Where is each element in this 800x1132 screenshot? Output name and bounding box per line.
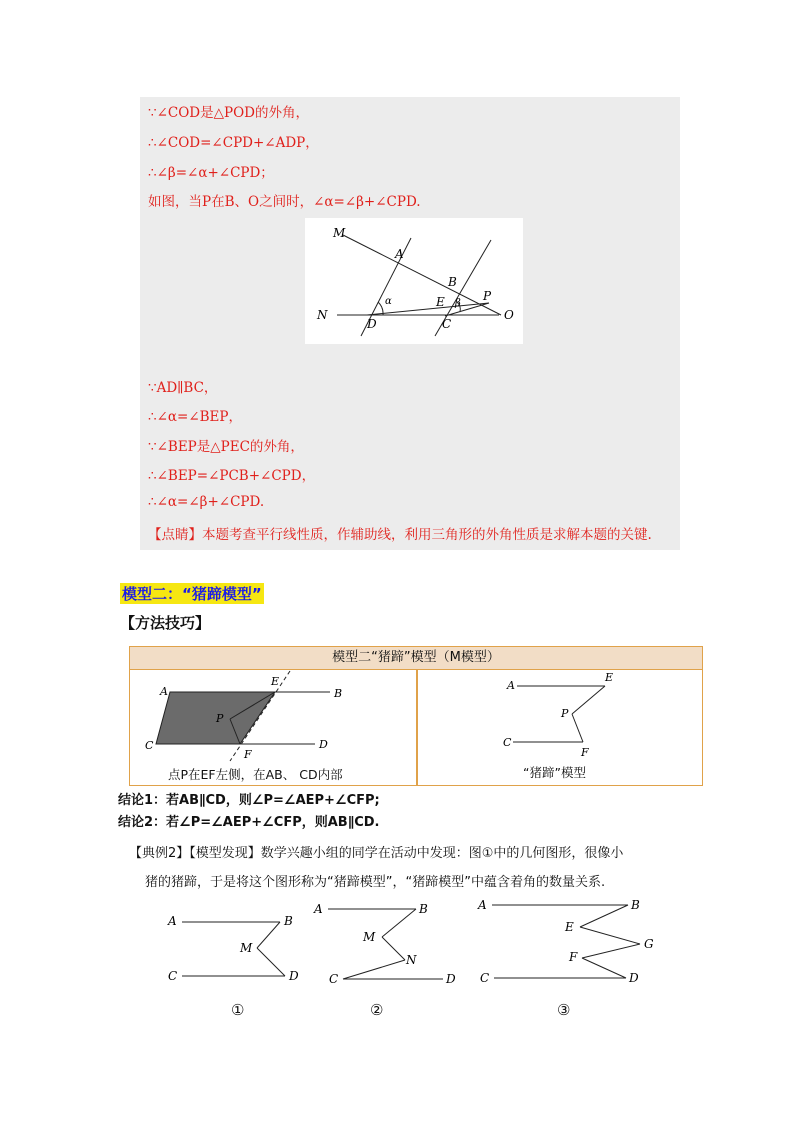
left-label-P: P xyxy=(216,712,224,725)
solution-line-6: ∴∠α=∠BEP， xyxy=(148,409,242,425)
fig3-label-D: D xyxy=(629,971,639,985)
right-label-F: F xyxy=(581,746,589,759)
right-model-figure xyxy=(417,669,702,764)
label-P: P xyxy=(483,289,492,303)
example-line-2: 猪的猪蹄，于是将这个图形称为“猪蹄模型”，“猪蹄模型”中蕴含着角的数量关系. xyxy=(145,875,606,890)
fig1-label-B: B xyxy=(284,914,293,928)
label-N: N xyxy=(317,308,328,322)
left-label-C: C xyxy=(145,739,154,752)
label-A: A xyxy=(395,247,404,261)
fig3-label-B: B xyxy=(631,900,640,912)
right-label-C: C xyxy=(503,736,512,749)
right-label-A: A xyxy=(507,679,515,692)
solution-line-9: ∴∠α=∠β+∠CPD. xyxy=(148,494,265,510)
solution-remark: 【点睛】本题考查平行线性质，作辅助线，利用三角形的外角性质是求解本题的关键. xyxy=(148,527,652,543)
example-line-1: 【典例2】【模型发现】数学兴趣小组的同学在活动中发现：图①中的几何图形，很像小 xyxy=(129,846,624,861)
solution-line-2: ∴∠COD=∠CPD+∠ADP， xyxy=(148,135,319,151)
left-label-B: B xyxy=(334,687,343,700)
fig3-label-E: E xyxy=(565,920,574,934)
section-title: 模型二：“猪蹄模型” xyxy=(122,585,262,603)
geometry-figure-1 xyxy=(305,218,523,344)
pig-foot-figures xyxy=(160,900,660,995)
fig3-label-A: A xyxy=(478,900,487,912)
label-alpha: α xyxy=(385,296,392,307)
conclusion-2: 结论2：若∠P=∠AEP+∠CFP，则AB∥CD. xyxy=(118,815,380,830)
fig1-label-C: C xyxy=(168,969,178,983)
label-E: E xyxy=(436,295,445,309)
fig3-label-G: G xyxy=(644,937,654,951)
table-header: 模型二“猪蹄”模型（M模型） xyxy=(130,647,702,670)
right-caption: “猪蹄”模型 xyxy=(523,765,586,780)
label-M: M xyxy=(333,226,346,240)
left-label-F: F xyxy=(244,748,252,761)
fig3-label-C: C xyxy=(480,971,490,985)
left-label-E: E xyxy=(271,675,280,688)
fig2-label-B: B xyxy=(419,902,428,916)
fig2-label-A: A xyxy=(314,902,323,916)
fig1-label-A: A xyxy=(168,914,177,928)
right-label-E: E xyxy=(605,671,614,684)
solution-line-5: ∵AD∥BC， xyxy=(148,380,218,396)
label-O: O xyxy=(504,308,514,322)
fig2-label-C: C xyxy=(329,972,339,986)
solution-line-3: ∴∠β=∠α+∠CPD； xyxy=(148,165,274,181)
solution-line-4: 如图，当P在B、O之间时，∠α=∠β+∠CPD. xyxy=(148,194,421,210)
solution-line-7: ∵∠BEP是△PEC的外角， xyxy=(148,439,304,455)
conclusion-1: 结论1：若AB∥CD，则∠P=∠AEP+∠CFP; xyxy=(118,793,380,808)
fig3-label-F: F xyxy=(569,950,578,964)
label-C: C xyxy=(442,317,452,331)
left-model-figure xyxy=(130,669,416,764)
label-B: B xyxy=(448,275,457,289)
label-beta: β xyxy=(455,298,461,309)
left-label-A: A xyxy=(160,685,168,698)
figure-number-2: ② xyxy=(370,1001,384,1019)
left-label-D: D xyxy=(319,738,328,751)
model-table xyxy=(129,646,703,786)
label-D: D xyxy=(367,317,377,331)
figure-number-3: ③ xyxy=(557,1001,571,1019)
method-heading: 【方法技巧】 xyxy=(120,614,211,632)
solution-line-8: ∴∠BEP=∠PCB+∠CPD， xyxy=(148,468,316,484)
figure-number-1: ① xyxy=(231,1001,245,1019)
solution-line-1: ∵∠COD是△POD的外角， xyxy=(148,105,309,121)
left-caption: 点P在EF左侧，在AB、 CD内部 xyxy=(168,767,343,782)
fig2-label-N: N xyxy=(406,953,417,967)
fig2-label-D: D xyxy=(446,972,456,986)
fig2-label-M: M xyxy=(363,930,376,944)
fig1-label-D: D xyxy=(289,969,299,983)
fig1-label-M: M xyxy=(240,941,253,955)
right-label-P: P xyxy=(561,707,569,720)
